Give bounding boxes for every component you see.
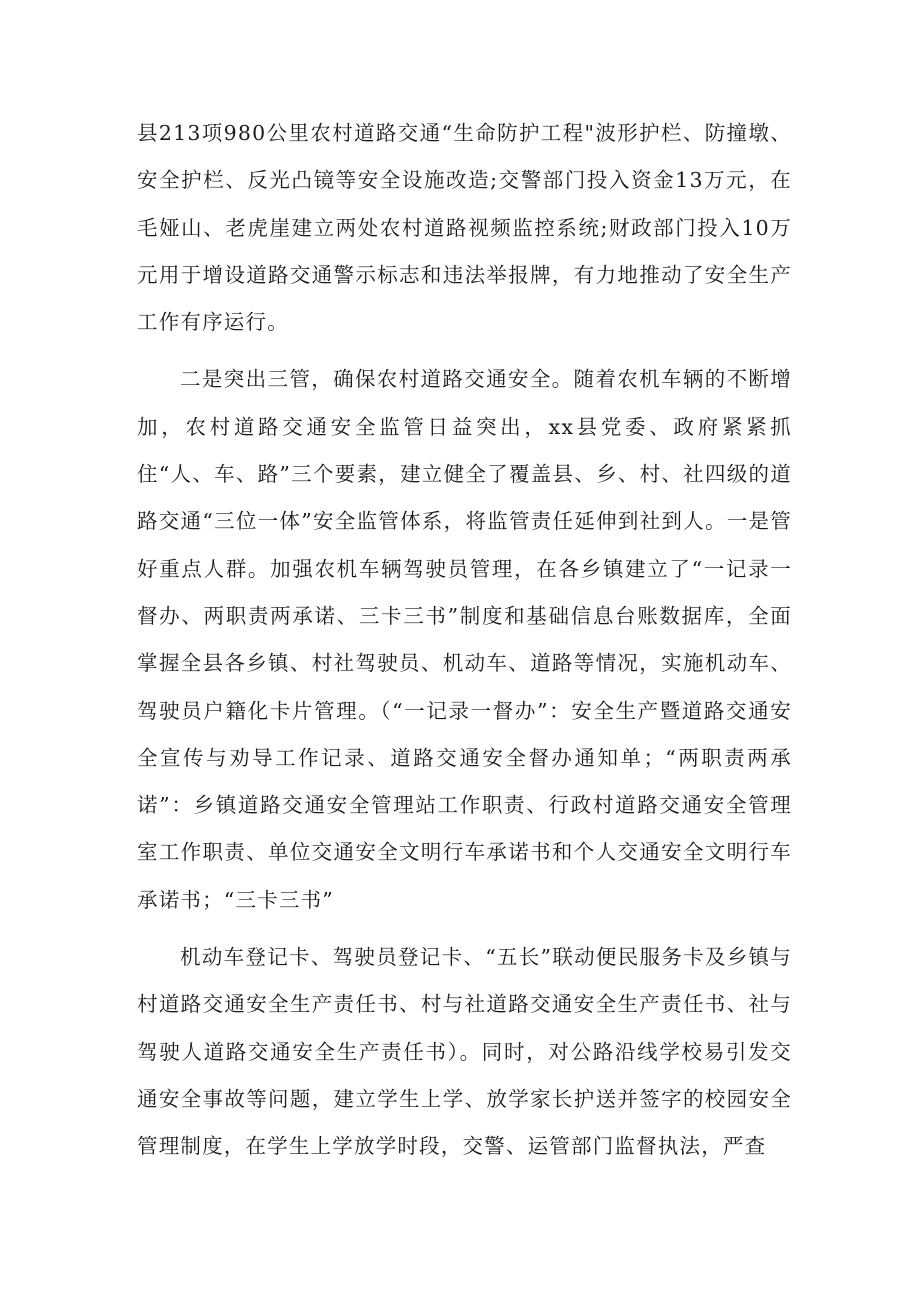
paragraph-2: 二是突出三管，确保农村道路交通安全。随着农机车辆的不断增加，农村道路交通安全监管日益突出，xx县党委、政府紧紧抓住“人、车、路”三个要素，建立健全了覆盖县、乡、村、社四级的道路交通“三位一体”安全监管体系，将监管责任延伸到社到人。一是管好重点人群。加强农机车辆驾驶员管理，在各乡镇建立了“一记录一督办、两职责两承诺、三卡三书”制度和基础信息台账数据库，全面掌握全县各乡镇、村社驾驶员、机动车、道路等情况，实施机动车、驾驶员户籍化卡片管理。（“一记录一督办”：安全生产暨道路交通安全宣传与劝导工作记录、道路交通安全督办通知单；“两职责两承诺”：乡镇道路交通安全管理站工作职责、行政村道路交通安全管理室工作职责、单位交通安全文明行车承诺书和个人交通安全文明行车承诺书；“三卡三书”	[137, 367, 792, 912]
document-body	[137, 110, 792, 1171]
paragraph-3: 机动车登记卡、驾驶员登记卡、“五长”联动便民服务卡及乡镇与村道路交通安全生产责任书、村与社道路交通安全生产责任书、社与驾驶人道路交通安全生产责任书）。同时，对公路沿线学校易引发交通安全事故等问题，建立学生上学、放学家长护送并签字的校园安全管理制度，在学生上学放学时段，交警、运管部门监督执法，严查	[137, 945, 792, 1159]
paragraph-1: 县213项980公里农村道路交通“生命防护工程"波形护栏、防撞墩、安全护栏、反光凸镜等安全设施改造;交警部门投入资金13万元，在毛娅山、老虎崖建立两处农村道路视频监控系统;财政部门投入10万元用于增设道路交通警示标志和违法举报牌，有力地推动了安全生产工作有序运行。	[137, 121, 792, 335]
